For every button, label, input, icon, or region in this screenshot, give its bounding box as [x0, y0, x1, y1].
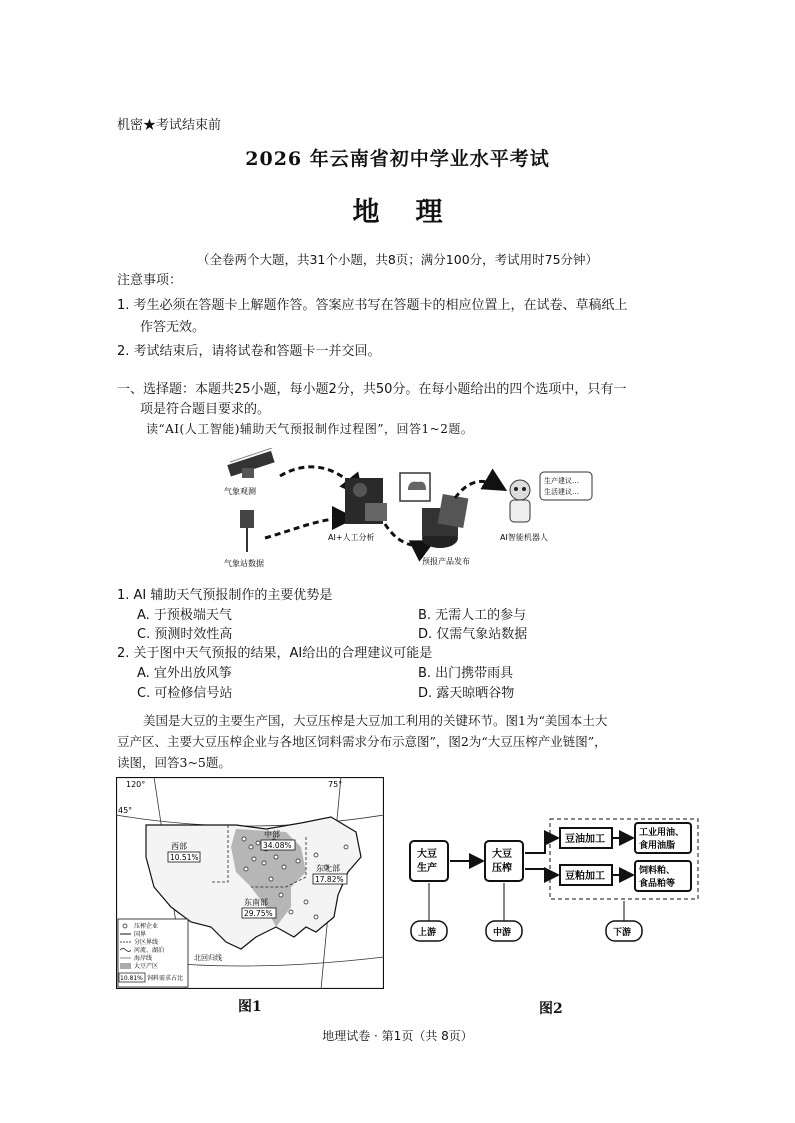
satellite-icon [227, 448, 274, 478]
us-soybean-map [116, 777, 384, 989]
notice-item-1: 1. 考生必须在答题卡上解题作答。答案应书写在答题卡的相应位置上，在试卷、草稿纸上 [117, 298, 628, 313]
section-1-heading-cont: 项是符合题目要求的。 [140, 402, 271, 417]
exam-instructions: （全卷两个大题，共31个小题，共8页；满分100分，考试用时75分钟） [196, 252, 599, 267]
notice-heading: 注意事项： [117, 273, 183, 288]
downstream-label: 下游 [613, 928, 632, 938]
map-legend [118, 919, 188, 987]
region-west-value: 10.51% [170, 853, 199, 862]
lon-75-label: 75° [328, 780, 343, 789]
legend-plants: 压榨企业 [134, 923, 159, 930]
bubble-line-2: 生活建议… [544, 488, 579, 496]
soybean-chain-diagram [405, 813, 705, 951]
arrow-to-meal [525, 869, 556, 875]
region-southeast-value: 29.75% [244, 909, 273, 918]
question-2-option-c[interactable]: C. 可检修信号站 [137, 686, 233, 701]
subject-char-1: 地 [352, 197, 380, 228]
question-2-option-d[interactable]: D. 露天晾晒谷物 [418, 686, 515, 701]
robot-icon [510, 480, 530, 522]
analysis-label: AI+人工分析 [328, 533, 375, 542]
passage-line-1: 美国是大豆的主要生产国，大豆压榨是大豆加工利用的关键环节。图1为“美国本土大 [143, 713, 608, 728]
feed-food-line-2: 食品粕等 [639, 879, 676, 889]
question-1-option-d[interactable]: D. 仅需气象站数据 [418, 627, 528, 642]
industrial-oil-line-2: 食用油脂 [639, 841, 676, 851]
region-central-label: 中部 [264, 830, 280, 839]
satellite-label: 气象观测 [224, 487, 256, 496]
legend-soy-area: 大豆产区 [134, 963, 159, 970]
region-southeast-label: 东南部 [244, 898, 268, 907]
region-northeast-label: 东北部 [316, 864, 340, 873]
notice-item-2: 2. 考试结束后，请将试卷和答题卡一并交回。 [117, 344, 381, 359]
region-northeast-value: 17.82% [315, 875, 344, 884]
soy-production-label-1: 大豆 [417, 849, 437, 860]
legend-divider: 分区界线 [134, 939, 159, 946]
tropic-label: 北回归线 [194, 954, 222, 962]
figure-1-caption: 图1 [238, 999, 262, 1015]
arrow-to-oil [525, 838, 556, 853]
read-instruction: 读“AI(人工智能)辅助天气预报制作过程图”，回答1~2题。 [146, 422, 474, 436]
legend-rivers: 河流、湖泊 [134, 947, 165, 954]
passage-line-2: 豆产区、主要大豆压榨企业与各地区饲料需求分布示意图”，图2为“大豆压榨产业链图”， [117, 734, 607, 749]
exam-title: 2026 年云南省初中学业水平考试 [245, 148, 550, 170]
ai-weather-figure [210, 448, 610, 573]
ai-analysis-icon [345, 478, 387, 524]
question-2-stem: 2. 关于图中天气预报的结果，AI给出的合理建议可能是 [117, 646, 433, 661]
question-1-option-b[interactable]: B. 无需人工的参与 [418, 608, 527, 623]
question-2-option-b[interactable]: B. 出门携带雨具 [418, 666, 514, 681]
forecast-release-icon [400, 473, 468, 548]
arrow-release-to-robot [455, 481, 502, 498]
question-2-option-a[interactable]: A. 宜外出放风筝 [137, 666, 232, 681]
feed-food-line-1: 饲料粕、 [639, 866, 676, 876]
lat-45-label: 45° [118, 806, 133, 815]
box-soy-production [410, 841, 448, 881]
subject-char-2: 理 [415, 197, 443, 228]
midstream-label: 中游 [493, 928, 512, 938]
station-label: 气象站数据 [224, 559, 264, 568]
legend-coast: 海岸线 [134, 955, 153, 962]
soy-crushing-label-2: 压榨 [492, 863, 512, 874]
oil-processing-label: 豆油加工 [565, 834, 605, 845]
question-1-option-a[interactable]: A. 于预极端天气 [137, 608, 232, 623]
notice-item-1-cont: 作答无效。 [140, 320, 206, 335]
page-footer: 地理试卷 · 第1页（共 8页） [322, 1029, 473, 1043]
soy-production-label-2: 生产 [417, 863, 437, 874]
question-1-option-c[interactable]: C. 预测时效性高 [137, 627, 233, 642]
weather-station-icon [240, 510, 254, 552]
lon-120-label: 120° [126, 780, 146, 789]
soy-crushing-label-1: 大豆 [492, 849, 512, 860]
box-soy-crushing [485, 841, 523, 881]
question-1-stem: 1. AI 辅助天气预报制作的主要优势是 [117, 588, 333, 603]
section-1-heading: 一、选择题：本题共25小题，每小题2分，共50分。在每小题给出的四个选项中，只有一 [117, 382, 627, 397]
legend-border: 国界 [134, 931, 147, 938]
bubble-line-1: 生产建议… [544, 477, 579, 485]
meal-processing-label: 豆粕加工 [565, 871, 605, 882]
region-central-value: 34.08% [263, 841, 292, 850]
industrial-oil-line-1: 工业用油、 [639, 828, 685, 838]
figure-2-caption: 图2 [539, 1001, 563, 1017]
legend-share-sample: 10.81% [120, 975, 143, 982]
release-label: 预报产品发布 [422, 557, 470, 566]
upstream-label: 上游 [418, 928, 437, 938]
legend-share: 饲料需求占比 [147, 975, 184, 982]
passage-line-3: 读图，回答3~5题。 [117, 755, 231, 770]
region-west-label: 西部 [171, 842, 187, 851]
subject-title [0, 190, 795, 229]
robot-label: AI智能机器人 [500, 533, 548, 542]
confidential-label: 机密★考试结束前 [117, 118, 222, 133]
